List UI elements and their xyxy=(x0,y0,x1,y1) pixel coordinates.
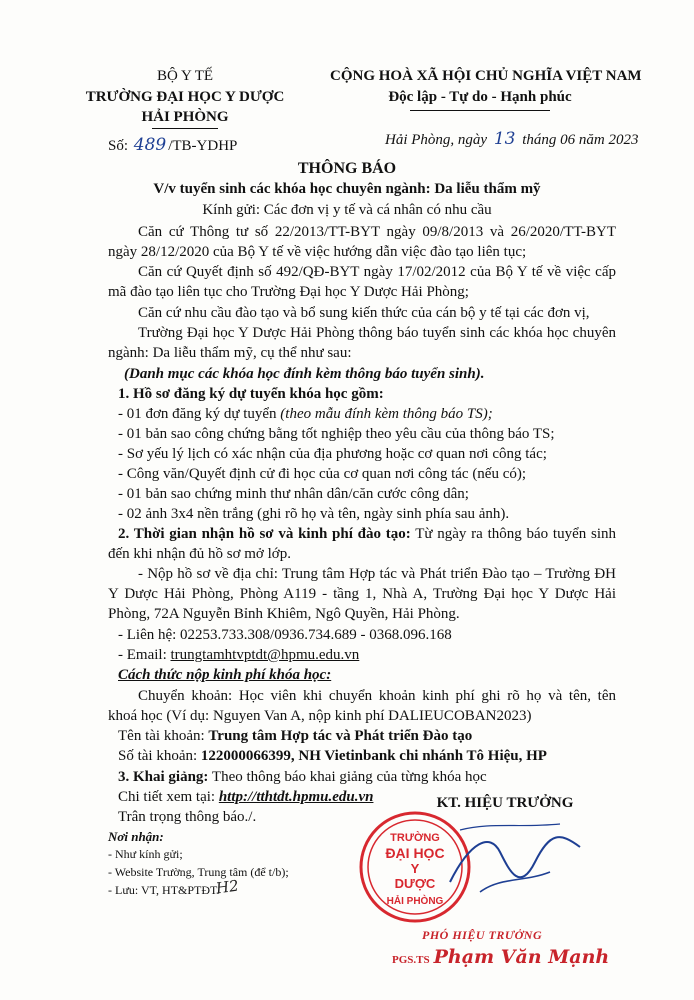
school-name-line2: HẢI PHÒNG xyxy=(141,109,229,125)
section-1-heading: 1. Hồ sơ đăng ký dự tuyển khóa học gồm: xyxy=(118,386,384,402)
section-1-item: - 01 bản sao công chứng bằng tốt nghiệp theo yêu cầu của thông báo TS; xyxy=(118,426,555,442)
recipient-item: - Website Trường, Trung tâm (để t/b); xyxy=(108,865,289,879)
bank-transfer-line1: Chuyển khoản: Học viên khi chuyển khoản kinh phí ghi rõ họ và tên, tên xyxy=(138,688,616,704)
legal-basis-2-line2: mã đào tạo liên tục cho Trường Đại học Y Dược Hải Phòng; xyxy=(108,284,469,300)
notice-subject: V/v tuyển sinh các khóa học chuyên ngành: Da liễu thẩm mỹ xyxy=(153,181,541,197)
bank-transfer-line2: khoá học (Ví dụ: Nguyen Van A, nộp kinh phí DALIEUCOBAN2023) xyxy=(108,708,532,724)
contact-phones: - Liên hệ: 02253.733.308/0936.734.689 - 0368.096.168 xyxy=(118,627,452,643)
announcement-line2: ngành: Da liễu thẩm mỹ, cụ thể như sau: xyxy=(108,345,352,361)
recipients-title: Nơi nhận: xyxy=(108,829,164,844)
section-2-line2: đến khi nhận đủ hồ sơ mở lớp. xyxy=(108,546,291,562)
legal-basis-1-line2: ngày 28/12/2020 của Bộ Y tế về việc hướng dẫn việc đào tạo liên tục; xyxy=(108,244,527,260)
legal-basis-3: Căn cứ nhu cầu đào tạo và bổ sung kiến thức của cán bộ y tế tại các đơn vị, xyxy=(138,305,590,321)
recipient-item: - Như kính gửi; xyxy=(108,847,183,861)
recipient-item: - Lưu: VT, HT&PTĐT. xyxy=(108,883,220,897)
section-1-item: - 02 ảnh 3x4 nền trắng (ghi rõ họ và tên, ngày sinh phía sau ảnh). xyxy=(118,506,510,522)
school-name-line1: TRƯỜNG ĐẠI HỌC Y DƯỢC xyxy=(85,89,285,105)
account-name-line: Tên tài khoản: Trung tâm Hợp tác và Phát triển Đào tạo xyxy=(118,728,473,744)
country-name: CỘNG HOÀ XÃ HỘI CHỦ NGHĨA VIỆT NAM xyxy=(330,68,642,84)
account-number-line: Số tài khoản: 122000066399, NH Vietinbank chi nhánh Tô Hiệu, HP xyxy=(118,748,547,764)
handwritten-signature xyxy=(440,822,590,902)
svg-text:HẢI PHÒNG: HẢI PHÒNG xyxy=(386,896,444,907)
closing-line: Trân trọng thông báo./. xyxy=(118,809,257,825)
signature-scribble-icon xyxy=(440,822,590,902)
date-day-handwritten: 13 xyxy=(493,129,516,149)
vice-rector-title: PHÓ HIỆU TRƯỞNG xyxy=(422,928,543,942)
signer-full-name: PGS.TS Phạm Văn Mạnh xyxy=(392,946,610,968)
header-right-rule xyxy=(410,110,550,111)
document-number-handwritten: 489 xyxy=(133,135,167,155)
national-motto: Độc lập - Tự do - Hạnh phúc xyxy=(388,89,572,105)
notice-title: THÔNG BÁO xyxy=(297,160,397,177)
ministry-name: BỘ Y TẾ xyxy=(156,68,214,84)
svg-text:ĐẠI HỌC: ĐẠI HỌC xyxy=(385,845,445,861)
announcement-line1: Trường Đại học Y Dược Hải Phòng thông báo tuyển sinh các khóa học chuyên xyxy=(138,325,616,341)
details-url-link[interactable]: http://tthtdt.hpmu.edu.vn xyxy=(218,789,374,805)
issue-date: Hải Phòng, ngày 13 tháng 06 năm 2023 xyxy=(385,129,639,149)
recipients-line: Kính gửi: Các đơn vị y tế và cá nhân có nhu cầu xyxy=(202,202,492,218)
section-1-item: - 01 bản sao chứng minh thư nhân dân/căn cước công dân; xyxy=(118,486,469,502)
section-2-line1: 2. Thời gian nhận hồ sơ và kinh phí đào tạo: Từ ngày ra thông báo tuyển sinh xyxy=(118,526,616,542)
signer-title: KT. HIỆU TRƯỞNG xyxy=(436,795,574,811)
svg-text:DƯỢC: DƯỢC xyxy=(394,876,436,891)
legal-basis-1-line1: Căn cứ Thông tư số 22/2013/TT-BYT ngày 09/8/2013 và 26/2020/TT-BYT xyxy=(138,224,616,240)
legal-basis-2-line1: Căn cứ Quyết định số 492/QĐ-BYT ngày 17/02/2012 của Bộ Y tế về việc cấp xyxy=(138,264,616,280)
svg-text:TRƯỜNG: TRƯỜNG xyxy=(390,832,440,844)
svg-text:Y: Y xyxy=(410,861,420,876)
section-1-item: - Công văn/Quyết định cử đi học của cơ quan nơi công tác (nếu có); xyxy=(118,466,527,482)
submission-address-line2: Y Dược Hải Phòng, Phòng A119 - tầng 1, Nhà A, Trường Đại học Y Dược Hải xyxy=(108,586,616,602)
email-line: - Email: trungtamhtvptdt@hpmu.edu.vn xyxy=(118,647,360,663)
header-left-rule xyxy=(152,128,218,129)
submission-address-line3: Phòng, 72A Nguyễn Bỉnh Khiêm, Ngô Quyền, Hải Phòng. xyxy=(108,606,460,622)
email-link[interactable]: trungtamhtvptdt@hpmu.edu.vn xyxy=(170,647,360,663)
section-3-line: 3. Khai giảng: Theo thông báo khai giảng của từng khóa học xyxy=(118,769,487,785)
course-catalog-note: (Danh mục các khóa học đính kèm thông báo tuyển sinh). xyxy=(124,366,485,382)
payment-method-heading: Cách thức nộp kinh phí khóa học: xyxy=(118,667,332,683)
handwritten-initials: H2 xyxy=(214,876,240,898)
section-1-item: - Sơ yếu lý lịch có xác nhận của địa phương hoặc cơ quan nơi công tác; xyxy=(118,446,547,462)
details-line: Chi tiết xem tại: http://tthtdt.hpmu.edu.vn xyxy=(118,789,374,805)
submission-address-line1: - Nộp hồ sơ về địa chỉ: Trung tâm Hợp tác và Phát triển Đào tạo – Trường ĐH xyxy=(138,566,616,582)
document-number: Số: 489 /TB-YDHP xyxy=(108,135,238,155)
section-1-item: - 01 đơn đăng ký dự tuyển (theo mẫu đính kèm thông báo TS); xyxy=(118,406,493,422)
